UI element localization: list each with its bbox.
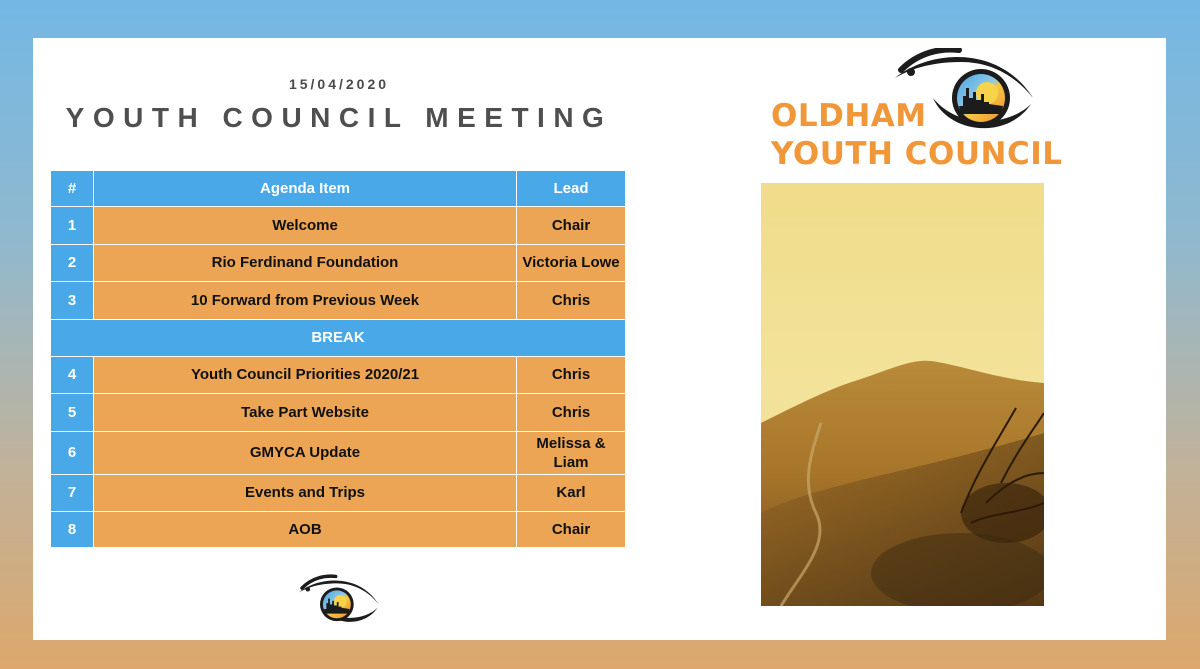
row-item: GMYCA Update [94,431,517,474]
row-lead: Chris [517,356,626,394]
row-num: 5 [51,394,94,432]
brand-line-1: OLDHAM [771,98,927,134]
row-num: 2 [51,244,94,282]
table-row [51,394,626,432]
row-item: Take Part Website [94,394,517,432]
meeting-title: YOUTH COUNCIL MEETING [65,102,613,133]
header-lead: Lead [517,171,626,207]
row-item: 10 Forward from Previous Week [94,282,517,320]
meeting-date: 15/04/2020 [288,76,390,92]
row-item: AOB [94,512,517,548]
row-num: 7 [51,474,94,512]
row-num: 1 [51,207,94,245]
row-num: 8 [51,512,94,548]
hillside-photo [761,183,1044,606]
table-row [51,512,626,548]
brand-line-2: YOUTH COUNCIL [771,136,1063,172]
row-item: Rio Ferdinand Foundation [94,244,517,282]
table-row [51,207,626,245]
row-item: Welcome [94,207,517,245]
row-lead: Chris [517,282,626,320]
table-row [51,356,626,394]
row-lead: Chris [517,394,626,432]
agenda-header-row [51,171,626,207]
row-lead: Chair [517,207,626,245]
row-num: 4 [51,356,94,394]
row-item: Youth Council Priorities 2020/21 [94,356,517,394]
row-item: Events and Trips [94,474,517,512]
table-row [51,282,626,320]
header-num: # [51,171,94,207]
row-lead: Karl [517,474,626,512]
agenda-table [50,170,626,548]
header-item: Agenda Item [94,171,517,207]
break-row [51,319,626,356]
break-label: BREAK [51,319,626,356]
row-lead: Chair [517,512,626,548]
row-num: 6 [51,431,94,474]
table-row [51,431,626,474]
eye-logo-small-icon [295,574,381,630]
row-num: 3 [51,282,94,320]
table-row [51,474,626,512]
row-lead: Victoria Lowe [517,244,626,282]
row-lead: Melissa & Liam [517,431,626,474]
slide [33,38,1166,640]
table-row [51,244,626,282]
